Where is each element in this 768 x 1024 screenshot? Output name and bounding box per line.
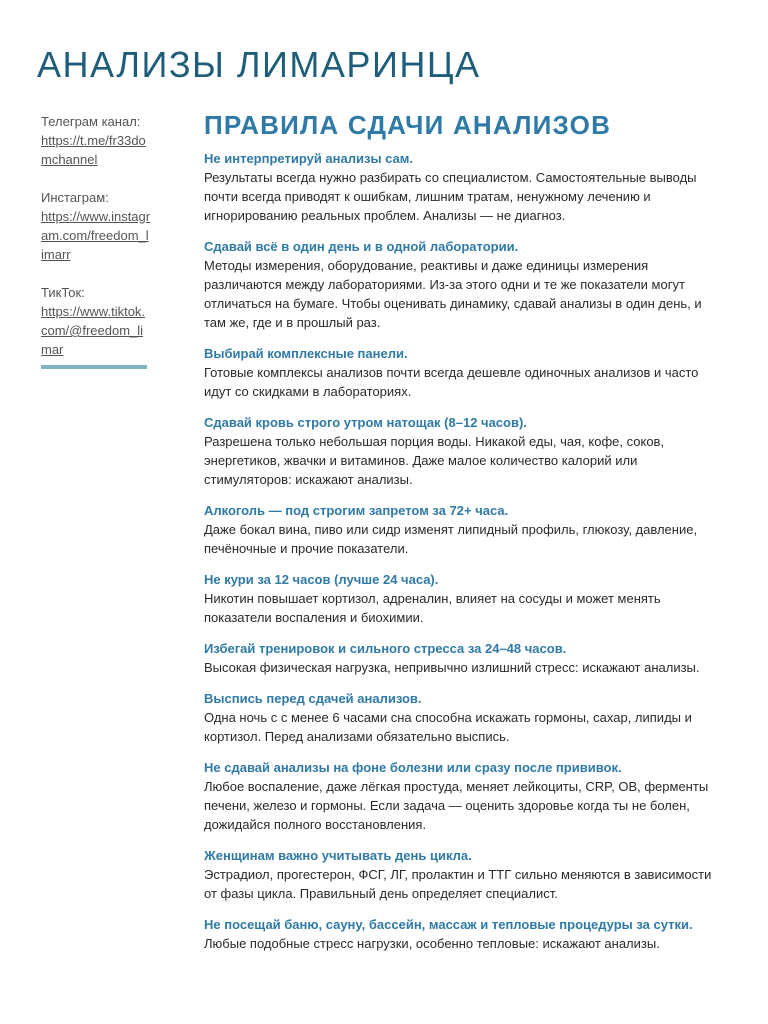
sidebar-group-telegram — [41, 112, 151, 169]
rule-item — [204, 639, 724, 677]
rule-body: Разрешена только небольшая порция воды. Никакой еды, чая, кофе, соков, энергетиков, жвачки и витаминов. Даже малое количество калорий или стимуляторов: искажают анализы. — [204, 434, 665, 487]
rule-body: Высокая физическая нагрузка, непривычно излишний стресс: искажают анализы. — [204, 660, 700, 675]
rule-title: Не интерпретируй анализы сам. — [204, 151, 414, 166]
rule-title: Не посещай баню, сауну, бассейн, массаж и тепловые процедуры за сутки. — [204, 917, 693, 932]
sidebar-label-tiktok: ТикТок: — [41, 285, 85, 300]
page-title: ПРАВИЛА СДАЧИ АНАЛИЗОВ — [204, 110, 612, 140]
telegram-link[interactable]: https://t.me/fr33domchannel — [41, 133, 146, 167]
rule-item — [204, 344, 724, 401]
sidebar — [41, 112, 151, 369]
main-content — [204, 110, 724, 965]
rule-title: Выспись перед сдачей анализов. — [204, 691, 422, 706]
rule-body: Методы измерения, оборудование, реактивы и даже единицы измерения различаются между лабораториями. Из-за этого одни и те же показатели могут отличаться на бумаге. Чтобы оценивать динамику, сдавай анализы в один день, и там же, где и в прошлый раз. — [204, 258, 702, 330]
rule-body: Эстрадиол, прогестерон, ФСГ, ЛГ, пролактин и ТТГ сильно меняются в зависимости от фазы цикла. Правильный день определяет специалист. — [204, 867, 712, 901]
rule-body: Даже бокал вина, пиво или сидр изменят липидный профиль, глюкозу, давление, печёночные и прочие показатели. — [204, 522, 698, 556]
rule-item — [204, 846, 724, 903]
brand-title: АНАЛИЗЫ ЛИМАРИНЦА — [37, 44, 481, 85]
tiktok-link[interactable]: https://www.tiktok.com/@freedom_limar — [41, 304, 146, 357]
rule-title: Выбирай комплексные панели. — [204, 346, 408, 361]
rule-title: Не кури за 12 часов (лучше 24 часа). — [204, 572, 439, 587]
rule-title: Не сдавай анализы на фоне болезни или сразу после прививок. — [204, 760, 622, 775]
rule-title: Сдавай всё в один день и в одной лаборатории. — [204, 239, 519, 254]
rule-item — [204, 915, 724, 953]
sidebar-divider — [41, 365, 147, 369]
sidebar-label-instagram: Инстаграм: — [41, 190, 109, 205]
rule-body: Одна ночь с с менее 6 часами сна способна искажать гормоны, сахар, липиды и кортизол. Перед анализами обязательно выспись. — [204, 710, 692, 744]
sidebar-label-telegram: Телеграм канал: — [41, 114, 141, 129]
rule-body: Любое воспаление, даже лёгкая простуда, меняет лейкоциты, CRP, ОВ, ферменты печени, железо и гормоны. Если задача — оценить здоровье когда ты не болен, дожидайся полного восстановления. — [204, 779, 709, 832]
rule-body: Готовые комплексы анализов почти всегда дешевле одиночных анализов и часто идут со скидками в лабораториях. — [204, 365, 699, 399]
rule-item — [204, 570, 724, 627]
instagram-link[interactable]: https://www.instagram.com/freedom_limarr — [41, 209, 151, 262]
rule-item — [204, 149, 724, 225]
rule-item — [204, 501, 724, 558]
rule-item — [204, 689, 724, 746]
rule-title: Сдавай кровь строго утром натощак (8–12 часов). — [204, 415, 527, 430]
rule-body: Результаты всегда нужно разбирать со специалистом. Самостоятельные выводы почти всегда приводят к ошибкам, лишним тратам, ненужному лечению и игнорированию реальных проблем. Анализы — не диагноз. — [204, 170, 697, 223]
rule-item — [204, 758, 724, 834]
rule-title: Женщинам важно учитывать день цикла. — [204, 848, 472, 863]
sidebar-group-tiktok — [41, 283, 151, 359]
rule-item — [204, 237, 724, 332]
rule-body: Любые подобные стресс нагрузки, особенно тепловые: искажают анализы. — [204, 936, 660, 951]
rule-title: Избегай тренировок и сильного стресса за 24–48 часов. — [204, 641, 567, 656]
sidebar-group-instagram — [41, 188, 151, 264]
rule-item — [204, 413, 724, 489]
rule-body: Никотин повышает кортизол, адреналин, влияет на сосуды и может менять показатели воспаления и биохимии. — [204, 591, 661, 625]
rule-title: Алкоголь — под строгим запретом за 72+ часа. — [204, 503, 509, 518]
